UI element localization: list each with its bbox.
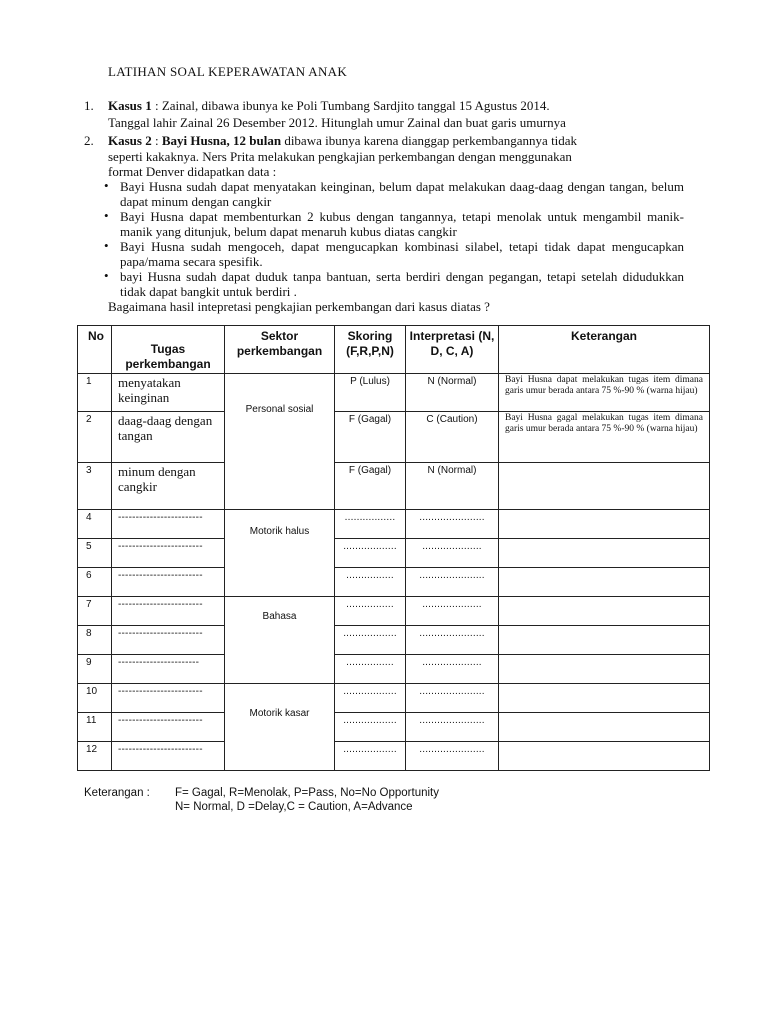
header-keterangan: Keterangan — [499, 326, 710, 374]
row-no: 5 — [78, 539, 112, 568]
header-interpretasi: Interpretasi (N, D, C, A) — [406, 326, 499, 374]
row-interp: ...................... — [406, 742, 499, 771]
row-interp: ...................... — [406, 713, 499, 742]
row-tugas: ------------------------ — [112, 684, 225, 713]
bullet-icon: • — [104, 208, 109, 223]
row-ket — [499, 463, 710, 510]
case-1-label: Kasus 1 — [108, 98, 152, 113]
table-row — [78, 626, 710, 655]
row-ket: Bayi Husna gagal melakukan tugas item dimana garis umur berada antara 75 %-90 % (warna hijau) — [499, 412, 710, 463]
case-2-subject: Bayi Husna, 12 bulan — [161, 133, 282, 148]
row-ket — [499, 539, 710, 568]
case-2-colon: : — [151, 133, 162, 148]
row-skor: F (Gagal) — [335, 412, 406, 463]
table-row — [78, 568, 710, 597]
row-no: 12 — [78, 742, 112, 771]
row-skor: ................ — [335, 568, 406, 597]
row-no: 10 — [78, 684, 112, 713]
row-no: 8 — [78, 626, 112, 655]
row-ket — [499, 510, 710, 539]
row-no: 7 — [78, 597, 112, 626]
row-skor: .................. — [335, 539, 406, 568]
row-skor: .................. — [335, 684, 406, 713]
case-2-question: Bagaimana hasil intepretasi pengkajian perkembangan dari kasus diatas ? — [108, 299, 490, 314]
row-ket — [499, 713, 710, 742]
case-1-line2: Tanggal lahir Zainal 26 Desember 2012. Hitunglah umur Zainal dan buat garis umurnya — [108, 115, 566, 130]
row-tugas: menyatakan keinginan — [112, 374, 225, 412]
table-row — [78, 412, 710, 463]
table-row — [78, 713, 710, 742]
row-interp: ...................... — [406, 510, 499, 539]
row-ket: Bayi Husna dapat melakukan tugas item dimana garis umur berada antara 75 %-90 % (warna hijau) — [499, 374, 710, 412]
case-1-number: 1. — [84, 98, 94, 113]
table-row — [78, 742, 710, 771]
row-skor: ................ — [335, 597, 406, 626]
header-sektor: Sektor perkembangan — [225, 326, 335, 374]
case-2-bullet-1: Bayi Husna sudah dapat menyatakan keinginan, belum dapat melakukan daag-daag dengan tangan, belum dapat minum dengan cangkir — [120, 179, 684, 209]
sector-motorik-halus: Motorik halus — [225, 510, 335, 597]
header-tugas: Tugas perkembangan — [112, 326, 225, 374]
case-2-bullet-3: Bayi Husna sudah mengoceh, dapat mengucapkan kombinasi silabel, tetapi tidak dapat mengucapkan papa/mama secara spesifik. — [120, 239, 684, 269]
row-no: 2 — [78, 412, 112, 463]
header-skoring: Skoring (F,R,P,N) — [335, 326, 406, 374]
row-skor: ................. — [335, 510, 406, 539]
row-interp: N (Normal) — [406, 463, 499, 510]
assessment-table — [77, 325, 710, 771]
table-row — [78, 510, 710, 539]
case-1-line1: Zainal, dibawa ibunya ke Poli Tumbang Sardjito tanggal 15 Agustus 2014. — [161, 98, 550, 113]
row-interp: ...................... — [406, 568, 499, 597]
row-interp: ...................... — [406, 626, 499, 655]
row-interp: ...................... — [406, 684, 499, 713]
row-skor: P (Lulus) — [335, 374, 406, 412]
row-tugas: ------------------------ — [112, 539, 225, 568]
table-row — [78, 374, 710, 412]
row-tugas: ------------------------ — [112, 626, 225, 655]
row-ket — [499, 684, 710, 713]
legend-line2: N= Normal, D =Delay,C = Caution, A=Advance — [175, 801, 413, 813]
case-2-line1: dibawa ibunya karena dianggap perkembangannya tidak — [281, 133, 578, 148]
sector-bahasa: Bahasa — [225, 597, 335, 684]
document-title: LATIHAN SOAL KEPERAWATAN ANAK — [108, 64, 348, 79]
case-2-line3: format Denver didapatkan data : — [108, 164, 277, 179]
row-interp: .................... — [406, 655, 499, 684]
row-ket — [499, 626, 710, 655]
row-tugas: minum dengan cangkir — [112, 463, 225, 510]
row-skor: ................ — [335, 655, 406, 684]
case-2-number: 2. — [84, 133, 94, 148]
row-skor: .................. — [335, 626, 406, 655]
row-tugas: ------------------------ — [112, 742, 225, 771]
row-skor: .................. — [335, 742, 406, 771]
table-row — [78, 684, 710, 713]
case-1-colon: : — [151, 98, 162, 113]
row-tugas: daag-daag dengan tangan — [112, 412, 225, 463]
row-ket — [499, 742, 710, 771]
row-interp: N (Normal) — [406, 374, 499, 412]
row-tugas: ------------------------ — [112, 713, 225, 742]
case-2-label: Kasus 2 — [108, 133, 152, 148]
case-2-bullet-4: bayi Husna sudah dapat duduk tanpa bantuan, serta berdiri dengan pegangan, tetapi setelah didudukkan tidak dapat bangkit untuk berdiri . — [120, 269, 684, 299]
row-tugas: ------------------------ — [112, 597, 225, 626]
legend-label: Keterangan : — [84, 787, 150, 799]
table-row — [78, 597, 710, 626]
row-no: 6 — [78, 568, 112, 597]
bullet-icon: • — [104, 268, 109, 283]
table-row — [78, 463, 710, 510]
case-1-text — [108, 98, 688, 113]
bullet-icon: • — [104, 238, 109, 253]
row-no: 9 — [78, 655, 112, 684]
header-no: No — [78, 326, 112, 374]
case-2-line2: seperti kakaknya. Ners Prita melakukan pengkajian perkembangan dengan menggunakan — [108, 149, 572, 164]
sector-motorik-kasar: Motorik kasar — [225, 684, 335, 771]
row-tugas: ------------------------ — [112, 568, 225, 597]
row-no: 1 — [78, 374, 112, 412]
row-interp: .................... — [406, 539, 499, 568]
row-tugas: ----------------------- — [112, 655, 225, 684]
row-no: 4 — [78, 510, 112, 539]
bullet-icon: • — [104, 178, 109, 193]
table-header-row — [78, 326, 710, 374]
row-skor: F (Gagal) — [335, 463, 406, 510]
row-skor: .................. — [335, 713, 406, 742]
row-ket — [499, 568, 710, 597]
sector-personal-sosial: Personal sosial — [225, 374, 335, 510]
case-2-bullet-2: Bayi Husna dapat membenturkan 2 kubus dengan tangannya, tetapi menolak untuk mengambil manik-manik yang ditunjuk, belum dapat menaruh kubus diatas cangkir — [120, 209, 684, 239]
row-no: 11 — [78, 713, 112, 742]
row-no: 3 — [78, 463, 112, 510]
row-ket — [499, 597, 710, 626]
row-tugas: ------------------------ — [112, 510, 225, 539]
table-row — [78, 655, 710, 684]
legend-line1: F= Gagal, R=Menolak, P=Pass, No=No Opportunity — [175, 787, 439, 799]
row-ket — [499, 655, 710, 684]
table-row — [78, 539, 710, 568]
row-interp: C (Caution) — [406, 412, 499, 463]
case-2-text — [108, 133, 688, 148]
row-interp: .................... — [406, 597, 499, 626]
